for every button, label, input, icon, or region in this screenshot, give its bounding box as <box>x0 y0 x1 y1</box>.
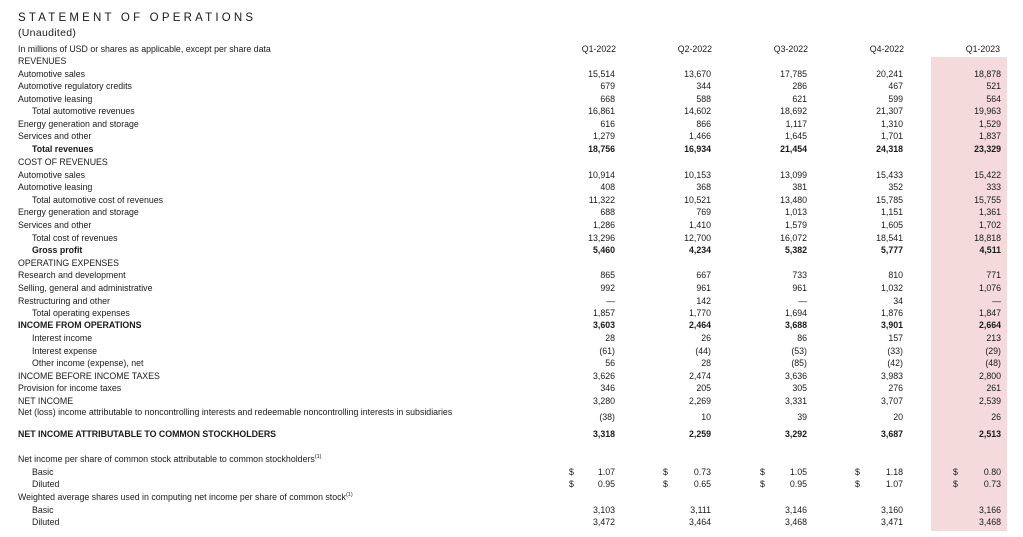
row-label: Selling, general and administrative <box>18 283 153 293</box>
row-label: Basic <box>32 467 54 477</box>
cell-value: 3,983 <box>880 371 903 381</box>
cell-value: 1,837 <box>978 131 1001 141</box>
column-header: Q3-2022 <box>773 44 808 54</box>
cell-value: 39 <box>797 412 807 422</box>
row-label: Net (loss) income attributable to noncontrolling interests and redeemable noncontrolling interests in subsidiaries <box>18 407 453 417</box>
currency-symbol: $ <box>953 467 958 477</box>
cell-value: 21,454 <box>780 144 807 154</box>
cell-value: 810 <box>888 270 903 280</box>
section-label: COST OF REVENUES <box>18 157 108 167</box>
row-label: Research and development <box>18 270 126 280</box>
row-label: Diluted <box>32 479 60 489</box>
cell-value: 3,160 <box>880 505 903 515</box>
cell-value: (85) <box>791 358 807 368</box>
cell-value: 368 <box>696 182 711 192</box>
cell-value: 16,861 <box>588 106 615 116</box>
table-row <box>0 428 1023 441</box>
cell-value: 2,664 <box>978 320 1001 330</box>
cell-value: 13,670 <box>684 69 711 79</box>
cell-value: 3,707 <box>880 396 903 406</box>
cell-value: 14,602 <box>684 106 711 116</box>
cell-value: 1,310 <box>880 119 903 129</box>
cell-value: 1,645 <box>784 131 807 141</box>
cell-value: 2,513 <box>978 429 1001 439</box>
cell-value: 15,755 <box>974 195 1001 205</box>
statement-subtitle: (Unaudited) <box>18 27 77 39</box>
cell-value: 771 <box>986 270 1001 280</box>
row-label: NET INCOME <box>18 396 74 406</box>
cell-value: 3,636 <box>784 371 807 381</box>
cell-value: 3,318 <box>592 429 615 439</box>
cell-value: 3,166 <box>978 505 1001 515</box>
column-header: Q4-2022 <box>869 44 904 54</box>
table-row <box>0 269 1023 282</box>
table-row <box>0 143 1023 156</box>
cell-value: 668 <box>600 94 615 104</box>
cell-value: 18,818 <box>974 233 1001 243</box>
cell-value: 866 <box>696 119 711 129</box>
cell-value: — <box>992 296 1001 306</box>
currency-symbol: $ <box>569 467 574 477</box>
row-label: Automotive sales <box>18 170 85 180</box>
cell-value: 18,541 <box>876 233 903 243</box>
cell-value: 10,153 <box>684 170 711 180</box>
cell-value: 18,756 <box>588 144 615 154</box>
eps-label-text: Net income per share of common stock attributable to common stockholders <box>18 454 315 464</box>
cell-value: 1,605 <box>880 220 903 230</box>
row-label: INCOME FROM OPERATIONS <box>18 320 142 330</box>
column-header: Q2-2022 <box>677 44 712 54</box>
section-label: OPERATING EXPENSES <box>18 258 120 268</box>
cell-value: 3,687 <box>880 429 903 439</box>
cell-value: 0.65 <box>693 479 711 489</box>
cell-value: 1,013 <box>784 207 807 217</box>
cell-value: 15,433 <box>876 170 903 180</box>
row-label: Total automotive revenues <box>32 106 135 116</box>
row-label: Basic <box>32 505 54 515</box>
cell-value: 3,901 <box>880 320 903 330</box>
cell-value: 3,146 <box>784 505 807 515</box>
cell-value: 213 <box>986 333 1001 343</box>
cell-value: 18,692 <box>780 106 807 116</box>
row-label: Total operating expenses <box>32 308 130 318</box>
cell-value: 10,914 <box>588 170 615 180</box>
table-row <box>0 382 1023 395</box>
currency-symbol: $ <box>663 479 668 489</box>
cell-value: 1,876 <box>880 308 903 318</box>
section-heading <box>0 55 1023 68</box>
cell-value: 276 <box>888 383 903 393</box>
cell-value: 34 <box>893 296 903 306</box>
cell-value: 1,466 <box>688 131 711 141</box>
eps-label <box>18 454 322 464</box>
cell-value: 3,626 <box>592 371 615 381</box>
section-heading <box>0 156 1023 169</box>
cell-value: 1,286 <box>592 220 615 230</box>
cell-value: 1,076 <box>978 283 1001 293</box>
table-row <box>0 516 1023 529</box>
currency-symbol: $ <box>855 479 860 489</box>
cell-value: 3,688 <box>784 320 807 330</box>
cell-value: 0.73 <box>983 479 1001 489</box>
table-row <box>0 332 1023 345</box>
cell-value: 1,279 <box>592 131 615 141</box>
cell-value: 286 <box>792 81 807 91</box>
row-label: Services and other <box>18 220 92 230</box>
cell-value: 621 <box>792 94 807 104</box>
table-row <box>0 319 1023 332</box>
cell-value: 15,514 <box>588 69 615 79</box>
cell-value: 18,878 <box>974 69 1001 79</box>
cell-value: 21,307 <box>876 106 903 116</box>
row-label: Provision for income taxes <box>18 383 122 393</box>
cell-value: 3,103 <box>592 505 615 515</box>
cell-value: 3,603 <box>592 320 615 330</box>
cell-value: 1,702 <box>978 220 1001 230</box>
eps-heading <box>0 453 1023 466</box>
cell-value: (44) <box>695 346 711 356</box>
cell-value: (33) <box>887 346 903 356</box>
row-label: Automotive regulatory credits <box>18 81 132 91</box>
cell-value: 2,269 <box>688 396 711 406</box>
cell-value: 0.95 <box>789 479 807 489</box>
cell-value: 1,857 <box>592 308 615 318</box>
row-label: Interest expense <box>32 346 98 356</box>
row-label: Energy generation and storage <box>18 207 139 217</box>
row-label: INCOME BEFORE INCOME TAXES <box>18 371 160 381</box>
units-label: In millions of USD or shares as applicable, except per share data <box>18 44 271 54</box>
table-row <box>0 282 1023 295</box>
table-row <box>0 357 1023 370</box>
cell-value: (53) <box>791 346 807 356</box>
cell-value: 3,468 <box>978 517 1001 527</box>
cell-value: 2,474 <box>688 371 711 381</box>
row-label: Automotive leasing <box>18 94 93 104</box>
cell-value: 599 <box>888 94 903 104</box>
cell-value: 10,521 <box>684 195 711 205</box>
cell-value: 2,800 <box>978 371 1001 381</box>
cell-value: 5,777 <box>880 245 903 255</box>
cell-value: — <box>606 296 615 306</box>
cell-value: 3,468 <box>784 517 807 527</box>
row-label: Total automotive cost of revenues <box>32 195 164 205</box>
cell-value: 13,480 <box>780 195 807 205</box>
statement-title: STATEMENT OF OPERATIONS <box>18 12 257 24</box>
cell-value: 344 <box>696 81 711 91</box>
cell-value: 1,151 <box>880 207 903 217</box>
column-header: Q1-2022 <box>581 44 616 54</box>
table-row <box>0 80 1023 93</box>
cell-value: 3,464 <box>688 517 711 527</box>
cell-value: 15,785 <box>876 195 903 205</box>
cell-value: 0.95 <box>597 479 615 489</box>
cell-value: (61) <box>599 346 615 356</box>
cell-value: 16,072 <box>780 233 807 243</box>
cell-value: 2,464 <box>688 320 711 330</box>
cell-value: 205 <box>696 383 711 393</box>
cell-value: 13,296 <box>588 233 615 243</box>
row-label: Gross profit <box>32 245 83 255</box>
currency-symbol: $ <box>953 479 958 489</box>
row-label: Interest income <box>32 333 93 343</box>
row-label: NET INCOME ATTRIBUTABLE TO COMMON STOCKHOLDERS <box>18 429 277 439</box>
cell-value: 1.07 <box>597 467 615 477</box>
cell-value: 4,511 <box>979 245 1001 255</box>
table-row <box>0 244 1023 257</box>
cell-value: 3,472 <box>592 517 615 527</box>
shares-label <box>18 492 353 502</box>
cell-value: 961 <box>792 283 807 293</box>
cell-value: 1,694 <box>784 308 807 318</box>
row-label: Total cost of revenues <box>32 233 118 243</box>
cell-value: 142 <box>696 296 711 306</box>
row-label: Total revenues <box>32 144 94 154</box>
cell-value: 3,111 <box>690 505 711 515</box>
row-label: Energy generation and storage <box>18 119 139 129</box>
cell-value: 679 <box>600 81 615 91</box>
cell-value: 1,847 <box>978 308 1001 318</box>
cell-value: 0.73 <box>693 467 711 477</box>
cell-value: 1.05 <box>789 467 807 477</box>
cell-value: 5,382 <box>784 245 807 255</box>
cell-value: 19,963 <box>974 106 1001 116</box>
cell-value: 3,292 <box>784 429 807 439</box>
cell-value: 564 <box>986 94 1001 104</box>
section-label: REVENUES <box>18 56 67 66</box>
cell-value: 408 <box>600 182 615 192</box>
cell-value: 961 <box>696 283 711 293</box>
cell-value: 3,331 <box>784 396 807 406</box>
cell-value: 11,322 <box>588 195 615 205</box>
footnote-marker: (1) <box>314 454 322 461</box>
cell-value: 4,234 <box>688 245 711 255</box>
cell-value: 20,241 <box>876 69 903 79</box>
row-label: Diluted <box>32 517 60 527</box>
row-label: Restructuring and other <box>18 296 110 306</box>
table-row <box>0 478 1023 491</box>
table-row <box>0 181 1023 194</box>
cell-value: 0.80 <box>983 467 1001 477</box>
cell-value: 2,259 <box>688 429 711 439</box>
cell-value: 1,701 <box>880 131 903 141</box>
cell-value: 1,529 <box>978 119 1001 129</box>
cell-value: 2,539 <box>978 396 1001 406</box>
cell-value: 26 <box>701 333 711 343</box>
cell-value: 992 <box>600 283 615 293</box>
cell-value: 20 <box>893 412 903 422</box>
cell-value: (42) <box>887 358 903 368</box>
cell-value: 352 <box>888 182 903 192</box>
cell-value: 28 <box>605 333 615 343</box>
row-label: Automotive leasing <box>18 182 93 192</box>
cell-value: 23,329 <box>974 144 1001 154</box>
cell-value: (38) <box>599 412 615 422</box>
cell-value: 10 <box>701 412 711 422</box>
row-label: Automotive sales <box>18 69 85 79</box>
cell-value: 13,099 <box>780 170 807 180</box>
cell-value: 157 <box>888 333 903 343</box>
table-row <box>0 406 1023 428</box>
cell-value: 3,471 <box>880 517 903 527</box>
shares-heading <box>0 491 1023 504</box>
cell-value: 688 <box>600 207 615 217</box>
cell-value: 17,785 <box>780 69 807 79</box>
currency-symbol: $ <box>760 467 765 477</box>
cell-value: 616 <box>600 119 615 129</box>
cell-value: (48) <box>985 358 1001 368</box>
currency-symbol: $ <box>663 467 668 477</box>
cell-value: 333 <box>986 182 1001 192</box>
cell-value: (29) <box>985 346 1001 356</box>
table-row <box>0 130 1023 143</box>
currency-symbol: $ <box>855 467 860 477</box>
cell-value: 261 <box>986 383 1001 393</box>
cell-value: 3,280 <box>592 396 615 406</box>
cell-value: 24,318 <box>876 144 903 154</box>
cell-value: 521 <box>986 81 1001 91</box>
row-label: Other income (expense), net <box>32 358 144 368</box>
cell-value: 86 <box>797 333 807 343</box>
cell-value: 1,770 <box>688 308 711 318</box>
footnote-marker: (1) <box>345 492 353 499</box>
cell-value: 28 <box>701 358 711 368</box>
cell-value: 769 <box>696 207 711 217</box>
cell-value: 1,117 <box>785 119 807 129</box>
table-row <box>0 105 1023 118</box>
cell-value: 16,934 <box>684 144 711 154</box>
cell-value: 588 <box>696 94 711 104</box>
cell-value: 667 <box>696 270 711 280</box>
cell-value: 865 <box>600 270 615 280</box>
cell-value: 1,410 <box>688 220 711 230</box>
cell-value: 1,361 <box>978 207 1001 217</box>
cell-value: 733 <box>792 270 807 280</box>
cell-value: 346 <box>600 383 615 393</box>
cell-value: 305 <box>792 383 807 393</box>
cell-value: 15,422 <box>974 170 1001 180</box>
table-row <box>0 206 1023 219</box>
column-header: Q1-2023 <box>965 44 1000 54</box>
cell-value: 1,579 <box>784 220 807 230</box>
cell-value: 5,460 <box>592 245 615 255</box>
cell-value: 26 <box>991 412 1001 422</box>
cell-value: 1.18 <box>885 467 903 477</box>
currency-symbol: $ <box>569 479 574 489</box>
currency-symbol: $ <box>760 479 765 489</box>
row-label: Services and other <box>18 131 92 141</box>
cell-value: 467 <box>888 81 903 91</box>
cell-value: — <box>798 296 807 306</box>
cell-value: 12,700 <box>684 233 711 243</box>
shares-label-text: Weighted average shares used in computing net income per share of common stock <box>18 492 346 502</box>
cell-value: 1,032 <box>880 283 903 293</box>
table-row <box>0 219 1023 232</box>
cell-value: 1.07 <box>885 479 903 489</box>
cell-value: 56 <box>605 358 615 368</box>
cell-value: 381 <box>792 182 807 192</box>
